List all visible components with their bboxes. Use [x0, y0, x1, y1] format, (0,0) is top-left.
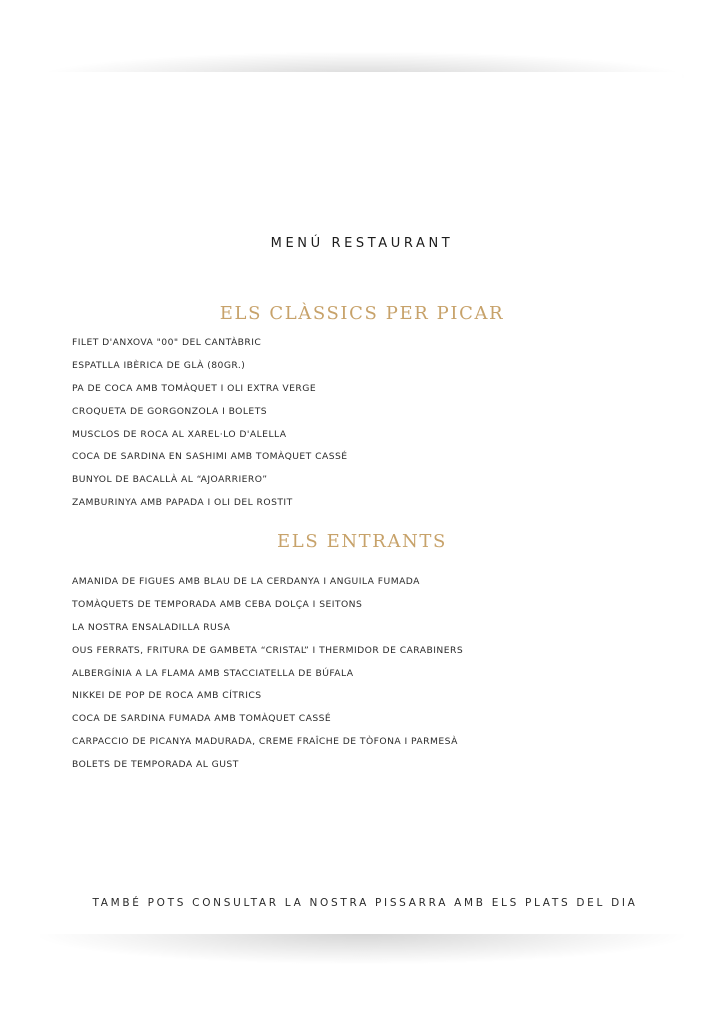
menu-item: CARPACCIO DE PICANYA MADURADA, CREME FRAÎCHE DE TÒFONA I PARMESÀ	[72, 736, 458, 748]
section-heading-classics: ELS CLÀSSICS PER PICAR	[219, 303, 505, 324]
menu-item: OUS FERRATS, FRITURA DE GAMBETA “CRISTAL” I THERMIDOR DE CARABINERS	[72, 644, 464, 656]
section-heading-entrants: ELS ENTRANTS	[277, 531, 447, 552]
menu-item: COCA DE SARDINA FUMADA AMB TOMÀQUET CASSÉ	[72, 713, 332, 725]
menu-item: FILET D'ANXOVA "00" DEL CANTÀBRIC	[72, 337, 262, 348]
menu-title: MENÚ RESTAURANT	[270, 236, 454, 251]
page-shadow-bottom	[40, 934, 684, 964]
menu-item: PA DE COCA AMB TOMÀQUET I OLI EXTRA VERGE	[72, 382, 317, 394]
menu-item: TOMÀQUETS DE TEMPORADA AMB CEBA DOLÇA I SEITONS	[72, 598, 363, 610]
menu-item: AMANIDA DE FIGUES AMB BLAU DE LA CERDANYA I ANGUILA FUMADA	[72, 576, 420, 587]
menu-item: ALBERGÍNIA A LA FLAMA AMB STACCIATELLA DE BÚFALA	[72, 667, 354, 679]
menu-item: NIKKEI DE POP DE ROCA AMB CÍTRICS	[72, 690, 262, 702]
menu-item: ZAMBURINYA AMB PAPADA I OLI DEL ROSTIT	[72, 497, 293, 509]
menu-item: BOLETS DE TEMPORADA AL GUST	[72, 759, 239, 771]
menu-item: MUSCLOS DE ROCA AL XAREL·LO D'ALELLA	[72, 428, 287, 440]
menu-item: ESPATLLA IBÈRICA DE GLÀ (80GR.)	[72, 359, 246, 371]
menu-item: LA NOSTRA ENSALADILLA RUSA	[72, 621, 231, 633]
menu-item: BUNYOL DE BACALLÀ AL “AJOARRIERO”	[72, 474, 268, 486]
footer-note: TAMBÉ POTS CONSULTAR LA NOSTRA PISSARRA AMB ELS PLATS DEL DIA	[92, 897, 638, 909]
menu-item: CROQUETA DE GORGONZOLA I BOLETS	[72, 405, 268, 417]
menu-item: COCA DE SARDINA EN SASHIMI AMB TOMÀQUET CASSÉ	[72, 451, 348, 463]
classics-list	[72, 336, 348, 519]
entrants-list	[72, 575, 463, 781]
